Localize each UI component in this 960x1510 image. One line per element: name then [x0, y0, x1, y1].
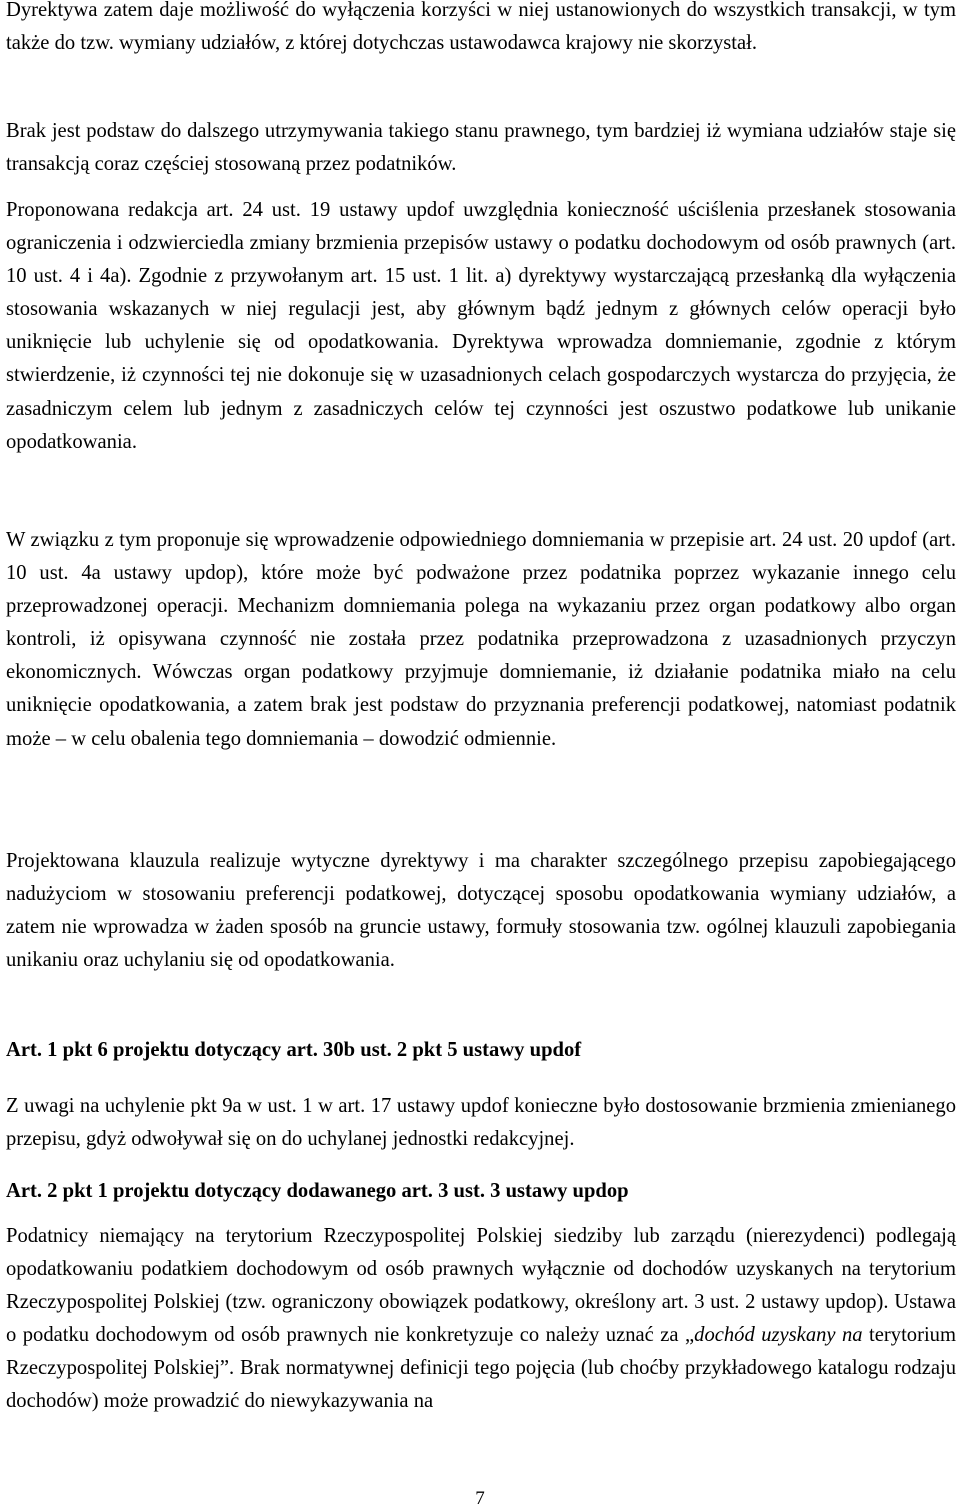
paragraph-projected-clause: Projektowana klauzula realizuje wytyczne dyrektywy i ma charakter szczególnego przepisu zapobiegającego nadużyciom w stosowaniu preferencji podatkowej, dotyczącej sposobu opodatkowania wymiany udziałów, a zatem nie wprowadza w żaden sposób na gruncie ustawy, formuły stosowania tzw. ogólnej klauzuli zapobiegania unikaniu oraz uchylaniu się od opodatkowania.	[6, 850, 956, 972]
paragraph-proposed-wording: Proponowana redakcja art. 24 ust. 19 ustawy updof uwzględnia konieczność uściślenia przesłanek stosowania ograniczenia i odzwierciedla zmiany brzmienia przepisów ustawy o podatku dochodowym od osób prawnych (art. 10 ust. 4 i 4a). Zgodnie z przywołanym art. 15 ust. 1 lit. a) dyrektywy wystarczającą przesłanką dla wyłączenia stosowania wskazanych w niej regulacji jest, aby głównym bądź jednym z głównych celów operacji było uniknięcie lub uchylenie się od opodatkowania. Dyrektywa wprowadza domniemanie, zgodnie z którym stwierdzenie, iż czynności tej nie dokonuje się w uzasadnionych celach gospodarczych wystarcza do przyjęcia, że zasadniczym celem lub jednym z zasadniczych celów tej czynności jest oszustwo podatkowe lub unikanie opodatkowania.	[6, 199, 956, 453]
paragraph-no-basis: Brak jest podstaw do dalszego utrzymywania takiego stanu prawnego, tym bardziej iż wymiana udziałów staje się transakcją coraz częściej stosowaną przez podatników.	[6, 120, 956, 176]
paragraph-presumption: W związku z tym proponuje się wprowadzenie odpowiedniego domniemania w przepisie art. 24 ust. 20 updof (art. 10 ust. 4a ustawy updop), które może być podważone przez podatnika poprzez wykazanie innego celu przeprowadzonej operacji. Mechanizm domniemania polega na wykazaniu przez organ podatkowy albo organ kontroli, iż opisywana czynność nie została przez podatnika przeprowadzona z uzasadnionych przyczyn ekonomicznych. Wówczas organ podatkowy przyjmuje domniemanie, iż działanie podatnika miało na celu uniknięcie opodatkowania, a zatem brak jest podstaw do przyznania preferencji podatkowej, natomiast podatnik może – w celu obalenia tego domniemania – dowodzić odmiennie.	[6, 529, 956, 750]
paragraph-repeal-adjustment: Z uwagi na uchylenie pkt 9a w ust. 1 w art. 17 ustawy updof konieczne było dostosowanie brzmienia zmienianego przepisu, gdyż odwoływał się on do uchylanej jednostki redakcyjnej.	[6, 1095, 956, 1151]
paragraph-non-residents-part-2: terytorium Rzeczypospolitej Polskiej”. Brak normatywnej definicji tego pojęcia (lub choćby przykładowego katalogu rodzaju dochodów) może prowadzić do niewykazywania na	[6, 1324, 956, 1413]
section-heading-art-2: Art. 2 pkt 1 projektu dotyczący dodawanego art. 3 ust. 3 ustawy updop	[6, 1180, 629, 1202]
paragraph-directive-exclusion: Dyrektywa zatem daje możliwość do wyłączenia korzyści w niej ustanowionych do wszystkich transakcji, w tym także do tzw. wymiany udziałów, z której dotychczas ustawodawca krajowy nie skorzystał.	[6, 0, 956, 55]
page-number: 7	[475, 1488, 485, 1509]
paragraph-non-residents	[6, 1220, 956, 1419]
section-heading-art-1: Art. 1 pkt 6 projektu dotyczący art. 30b ust. 2 pkt 5 ustawy updof	[6, 1039, 582, 1061]
paragraph-non-residents-part-1: Podatnicy niemający na terytorium Rzeczypospolitej Polskiej siedziby lub zarządu (nierezydenci) podlegają opodatkowaniu podatkiem dochodowym od osób prawnych wyłącznie od dochodów uzyskanych na terytorium Rzeczypospolitej Polskiej (tzw. ograniczony obowiązek podatkowy, określony art. 3 ust. 2 ustawy updop). Ustawa o podatku dochodowym od osób prawnych nie konkretyzuje co należy uznać za „	[6, 1225, 956, 1347]
paragraph-non-residents-italic: dochód uzyskany na	[694, 1324, 863, 1347]
